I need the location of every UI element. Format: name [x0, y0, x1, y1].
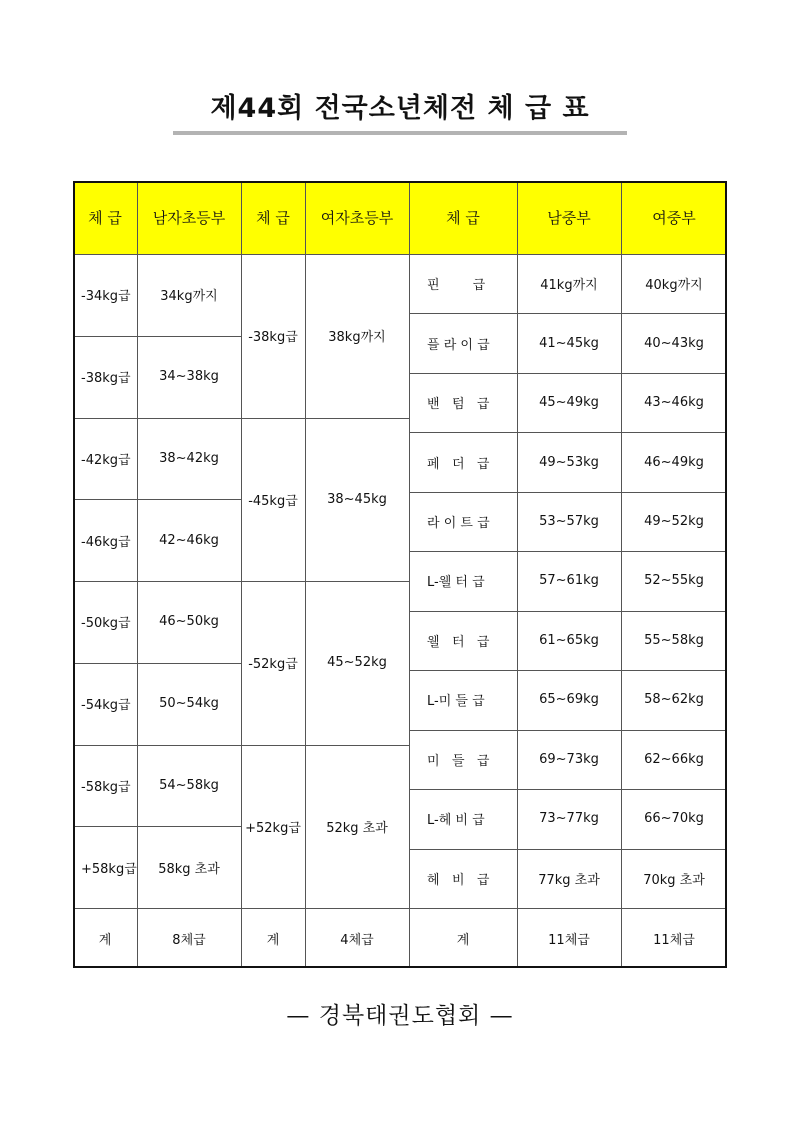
middle-class: L-헤 비 급 [427, 813, 485, 829]
boys-elem-class: -54kg급 [81, 698, 131, 714]
boys-elem-class: -42kg급 [81, 452, 131, 468]
header-cell-girls-class: 체 급 [241, 181, 305, 254]
boys-mid-limit: 53~57kg [539, 514, 599, 530]
header-cell-boys-elem: 남자초등부 [137, 181, 241, 254]
boys-elem-limit: 54~58kg [159, 777, 219, 793]
boys-elem-limit: 42~46kg [159, 532, 219, 548]
total-boys-mid-count: 11체급 [548, 932, 590, 948]
total-girls-mid-count: 11체급 [653, 932, 695, 948]
boys-mid-limit: 49~53kg [539, 454, 599, 470]
boys-mid-limit: 65~69kg [539, 692, 599, 708]
girls-mid-limit: 52~55kg [644, 573, 704, 589]
middle-class: L-미 들 급 [427, 694, 485, 710]
boys-elem-class: -50kg급 [81, 616, 131, 632]
boys-mid-limit: 73~77kg [539, 811, 599, 827]
girls-mid-limit: 43~46kg [644, 395, 704, 411]
boys-elem-limit: 50~54kg [159, 696, 219, 712]
boys-elem-limit: 34kg까지 [160, 289, 218, 305]
girls-mid-limit: 40kg까지 [645, 278, 703, 294]
girls-elem-class: -52kg급 [248, 657, 298, 673]
girls-mid-limit: 58~62kg [644, 692, 704, 708]
middle-class: 밴 텀 급 [427, 397, 490, 413]
boys-elem-class: -38kg급 [81, 371, 131, 387]
table-border [73, 181, 727, 968]
header-cell-boys-mid: 남중부 [517, 181, 621, 254]
total-boys-elem-label: 계 [98, 932, 112, 948]
header-cell-boys-class: 체 급 [73, 181, 137, 254]
total-girls-elem-label: 계 [266, 932, 280, 948]
total-girls-elem-count: 4체급 [340, 932, 374, 948]
girls-elem-limit: 52kg 초과 [326, 820, 388, 836]
girls-mid-limit: 46~49kg [644, 454, 704, 470]
middle-class: 페 더 급 [427, 456, 490, 472]
boys-mid-limit: 45~49kg [539, 395, 599, 411]
header-cell-mid-class: 체 급 [409, 181, 517, 254]
girls-mid-limit: 49~52kg [644, 514, 704, 530]
page-title: 제44회 전국소년체전 체 급 표 [210, 93, 590, 124]
organization-footer: — 경북태권도협회 — [286, 1003, 514, 1029]
boys-mid-limit: 41~45kg [539, 335, 599, 351]
boys-elem-class: -58kg급 [81, 779, 131, 795]
middle-class: 헤 비 급 [427, 872, 490, 888]
boys-mid-limit: 57~61kg [539, 573, 599, 589]
girls-elem-limit: 45~52kg [327, 655, 387, 671]
boys-mid-limit: 69~73kg [539, 751, 599, 767]
boys-elem-class: -34kg급 [81, 289, 131, 305]
middle-class: 플 라 이 급 [427, 337, 490, 353]
middle-class: L-웰 터 급 [427, 575, 485, 591]
girls-mid-limit: 66~70kg [644, 811, 704, 827]
header-cell-girls-mid: 여중부 [621, 181, 727, 254]
girls-mid-limit: 40~43kg [644, 335, 704, 351]
boys-elem-limit: 58kg 초과 [158, 861, 220, 877]
middle-class: 미 들 급 [427, 753, 490, 769]
girls-elem-class: +52kg급 [245, 820, 301, 836]
middle-class: 라 이 트 급 [427, 516, 490, 532]
boys-elem-class: +58kg급 [81, 861, 137, 877]
middle-class: 웰 터 급 [427, 634, 490, 650]
boys-elem-limit: 46~50kg [159, 614, 219, 630]
girls-elem-class: -38kg급 [248, 330, 298, 346]
boys-mid-limit: 77kg 초과 [538, 872, 600, 888]
boys-elem-limit: 34~38kg [159, 369, 219, 385]
girls-mid-limit: 55~58kg [644, 632, 704, 648]
boys-mid-limit: 61~65kg [539, 632, 599, 648]
boys-elem-class: -46kg급 [81, 534, 131, 550]
girls-elem-limit: 38kg까지 [328, 330, 386, 346]
boys-mid-limit: 41kg까지 [540, 278, 598, 294]
total-mid-label: 계 [456, 932, 470, 948]
total-boys-elem-count: 8체급 [172, 932, 206, 948]
girls-elem-limit: 38~45kg [327, 491, 387, 507]
header-cell-girls-elem: 여자초등부 [305, 181, 409, 254]
middle-class: 핀 급 [427, 278, 486, 294]
boys-elem-limit: 38~42kg [159, 450, 219, 466]
girls-elem-class: -45kg급 [248, 493, 298, 509]
girls-mid-limit: 70kg 초과 [643, 872, 705, 888]
girls-mid-limit: 62~66kg [644, 751, 704, 767]
